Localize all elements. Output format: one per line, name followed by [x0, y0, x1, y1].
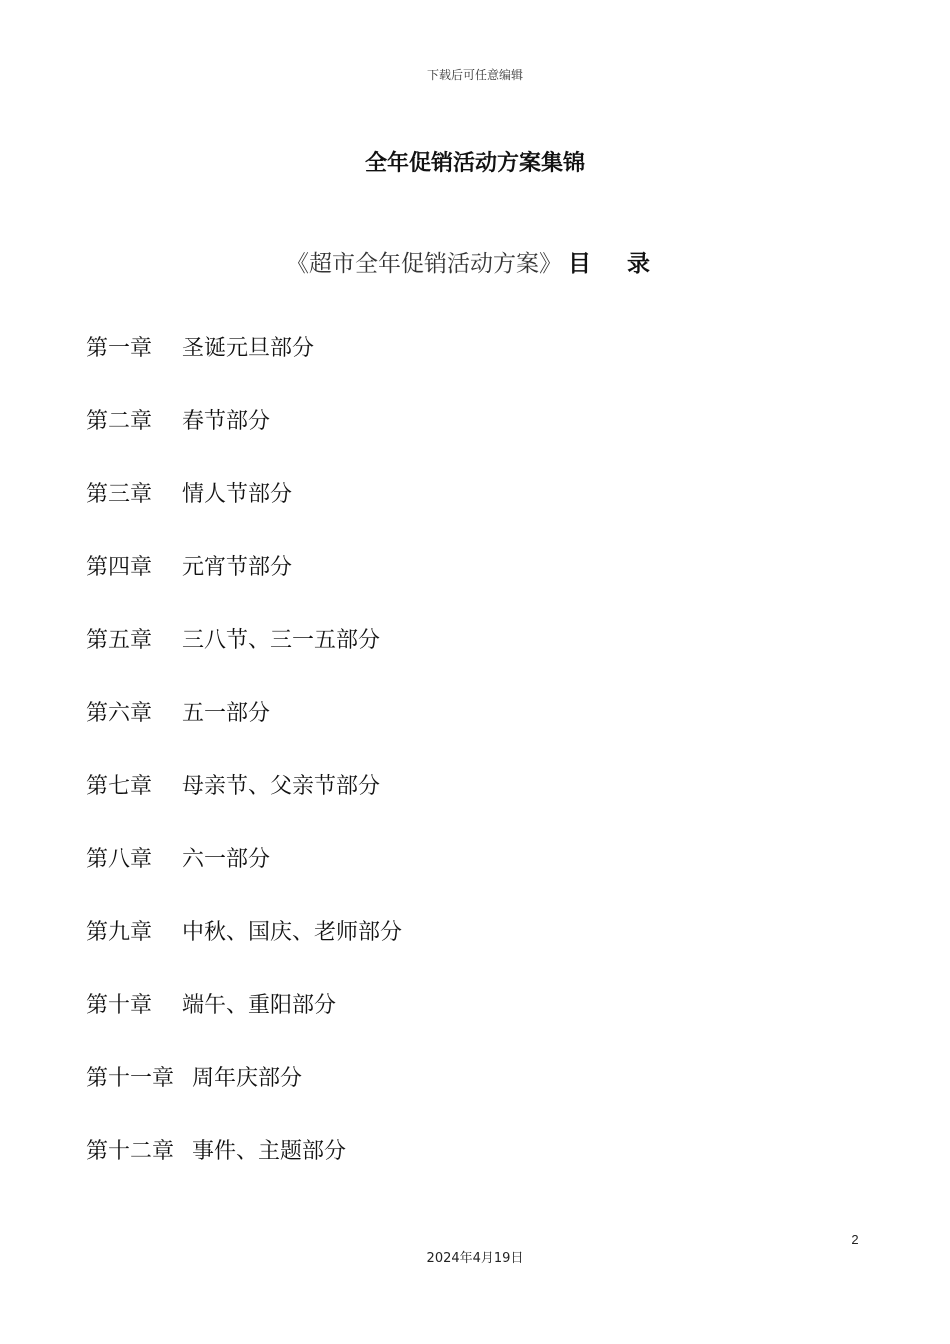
toc-entry-3	[86, 478, 846, 551]
table-of-contents	[86, 332, 846, 1208]
toc-chapter-title: 中秋、国庆、老师部分	[182, 920, 403, 945]
toc-chapter-number: 第二章	[86, 409, 153, 434]
toc-entry-1	[86, 332, 846, 405]
toc-chapter-number: 第一章	[86, 336, 153, 361]
toc-entry-9	[86, 916, 846, 989]
toc-chapter-title: 圣诞元旦部分	[182, 336, 315, 361]
toc-chapter-number: 第三章	[86, 482, 153, 507]
toc-heading	[0, 245, 950, 278]
toc-chapter-title: 春节部分	[182, 409, 271, 434]
toc-chapter-title: 三八节、三一五部分	[182, 628, 381, 653]
toc-chapter-title: 情人节部分	[182, 482, 293, 507]
page-number: 2	[851, 1232, 859, 1247]
toc-chapter-number: 第五章	[86, 628, 153, 653]
toc-chapter-title: 端午、重阳部分	[182, 993, 337, 1018]
toc-chapter-title: 五一部分	[182, 701, 271, 726]
toc-chapter-number: 第十一章	[86, 1066, 175, 1091]
toc-chapter-title: 元宵节部分	[182, 555, 293, 580]
toc-chapter-number: 第九章	[86, 920, 153, 945]
toc-heading-book-title: 《超市全年促销活动方案》	[285, 251, 562, 277]
toc-chapter-title: 母亲节、父亲节部分	[182, 774, 381, 799]
toc-chapter-title: 事件、主题部分	[192, 1139, 347, 1164]
toc-entry-8	[86, 843, 846, 916]
toc-chapter-number: 第四章	[86, 555, 153, 580]
toc-entry-11	[86, 1062, 846, 1135]
toc-entry-5	[86, 624, 846, 697]
toc-chapter-number: 第八章	[86, 847, 153, 872]
toc-chapter-title: 六一部分	[182, 847, 271, 872]
toc-chapter-number: 第十二章	[86, 1139, 175, 1164]
toc-entry-6	[86, 697, 846, 770]
toc-chapter-number: 第七章	[86, 774, 153, 799]
toc-chapter-title: 周年庆部分	[192, 1066, 303, 1091]
toc-entry-4	[86, 551, 846, 624]
toc-chapter-number: 第十章	[86, 993, 153, 1018]
header-note: 下载后可任意编辑	[426, 68, 523, 82]
toc-heading-label: 目 录	[567, 251, 664, 277]
toc-entry-7	[86, 770, 846, 843]
document-title: 全年促销活动方案集锦	[364, 151, 585, 176]
toc-entry-2	[86, 405, 846, 478]
toc-entry-10	[86, 989, 846, 1062]
toc-entry-12	[86, 1135, 846, 1208]
footer-date: 2024年4月19日	[426, 1251, 524, 1266]
toc-chapter-number: 第六章	[86, 701, 153, 726]
